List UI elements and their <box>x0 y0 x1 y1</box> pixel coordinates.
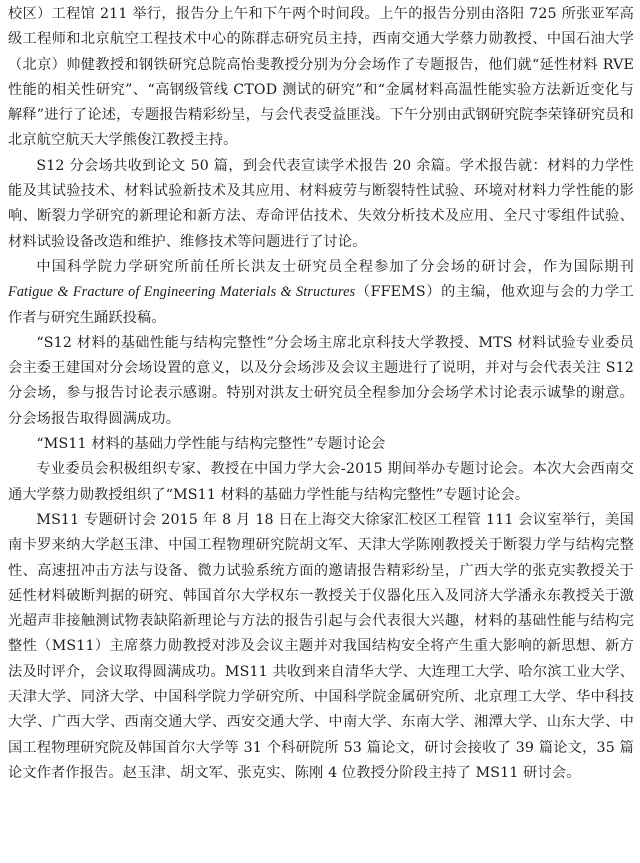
paragraph-2: S12 分会场共收到论文 50 篇，到会代表宣读学术报告 20 余篇。学术报告就：材料的力学性能及其试验技术、材料试验新技术及其应用、材料疲劳与断裂特性试验、环境对材料力学性能的影响、断裂力学研究的新理论和新方法、寿命评估技术、失效分析技术及应用、全尺寸零组件试验、材料试验设备改造和维护、维修技术等问题进行了讨论。 <box>8 157 634 250</box>
section-heading-ms11: “MS11 材料的基础力学性能与结构完整性”专题讨论会 <box>36 436 386 453</box>
paragraph-3 <box>8 255 634 331</box>
document-page <box>8 2 634 786</box>
paragraph-3-text-after: （FFEMS）的主编，他欢迎与会的力学工作者与研究生踊跃投稿。 <box>8 284 634 326</box>
paragraph-6: 专业委员会积极组织专家、教授在中国力学大会-2015 期间举办专题讨论会。本次大会西南交通大学蔡力勋教授组织了“MS11 材料的基础力学性能与结构完整性”专题讨论会。 <box>8 461 634 503</box>
paragraph-7: MS11 专题研讨会 2015 年 8 月 18 日在上海交大徐家汇校区工程管 111 会议室举行，美国南卡罗来纳大学赵玉津、中国工程物理研究院胡文军、天津大学陈刚教授关于断裂力学与结构完整性、高速扭冲击方法与设备、微力试验系统方面的邀请报告精彩纷呈，广西大学的张克实教授关于延性材料破断判据的研究、韩国首尔大学权东一教授关于仪器化压入及同济大学潘永东教授关于激光超声非接触测试物表缺陷新理论与方法的报告引起与会代表很大兴趣，材料的基础性能与结构完整性（MS11）主席蔡力勋教授对涉及会议主题并对我国结构安全将产生重大影响的新思想、新方法及时评介，会议取得圆满成功。MS11 共收到来自清华大学、大连理工大学、哈尔滨工业大学、天津大学、同济大学、中国科学院力学研究所、中国科学院金属研究所、北京理工大学、华中科技大学、广西大学、西南交通大学、西安交通大学、中南大学、东南大学、湘潭大学、山东大学、中国工程物理研究院及韩国首尔大学等 31 个科研院所 53 篇论文，研讨会接收了 39 篇论文，35 篇论文作者作报告。赵玉津、胡文军、张克实、陈刚 4 位教授分阶段主持了 MS11 研讨会。 <box>8 511 634 781</box>
paragraph-3-text-before: 中国科学院力学研究所前任所长洪友士研究员全程参加了分会场的研讨会，作为国际期刊 <box>36 258 634 275</box>
paragraph-1: 校区）工程馆 211 举行，报告分上午和下午两个时间段。上午的报告分别由洛阳 725 所张亚军高级工程师和北京航空工程技术中心的陈群志研究员主持，西南交通大学蔡力勋教授、中国石油大学（北京）帅健教授和钢铁研究总院高怡斐教授分别为分会场作了专题报告，他们就“延性材料 RVE 性能的相关性研究”、“高钢级管线 CTOD 测试的研究”和“金属材料高温性能实验方法新近变化与解释”进行了论述，专题报告精彩纷呈，与会代表受益匪浅。下午分别由武钢研究院李荣锋研究员和北京航空航天大学熊俊江教授主持。 <box>8 6 634 149</box>
journal-title: Fatigue & Fracture of Engineering Materials & Structures <box>8 284 356 301</box>
paragraph-4: “S12 材料的基础性能与结构完整性”分会场主席北京科技大学教授、MTS 材料试验专业委员会主委王建国对分会场设置的意义，以及分会场涉及会议主题进行了说明，并对与会代表关注 S12 分会场，参与报告讨论表示感谢。特别对洪友士研究员全程参加分会场学术讨论表示诚挚的谢意。分会场报告取得圆满成功。 <box>8 334 634 427</box>
